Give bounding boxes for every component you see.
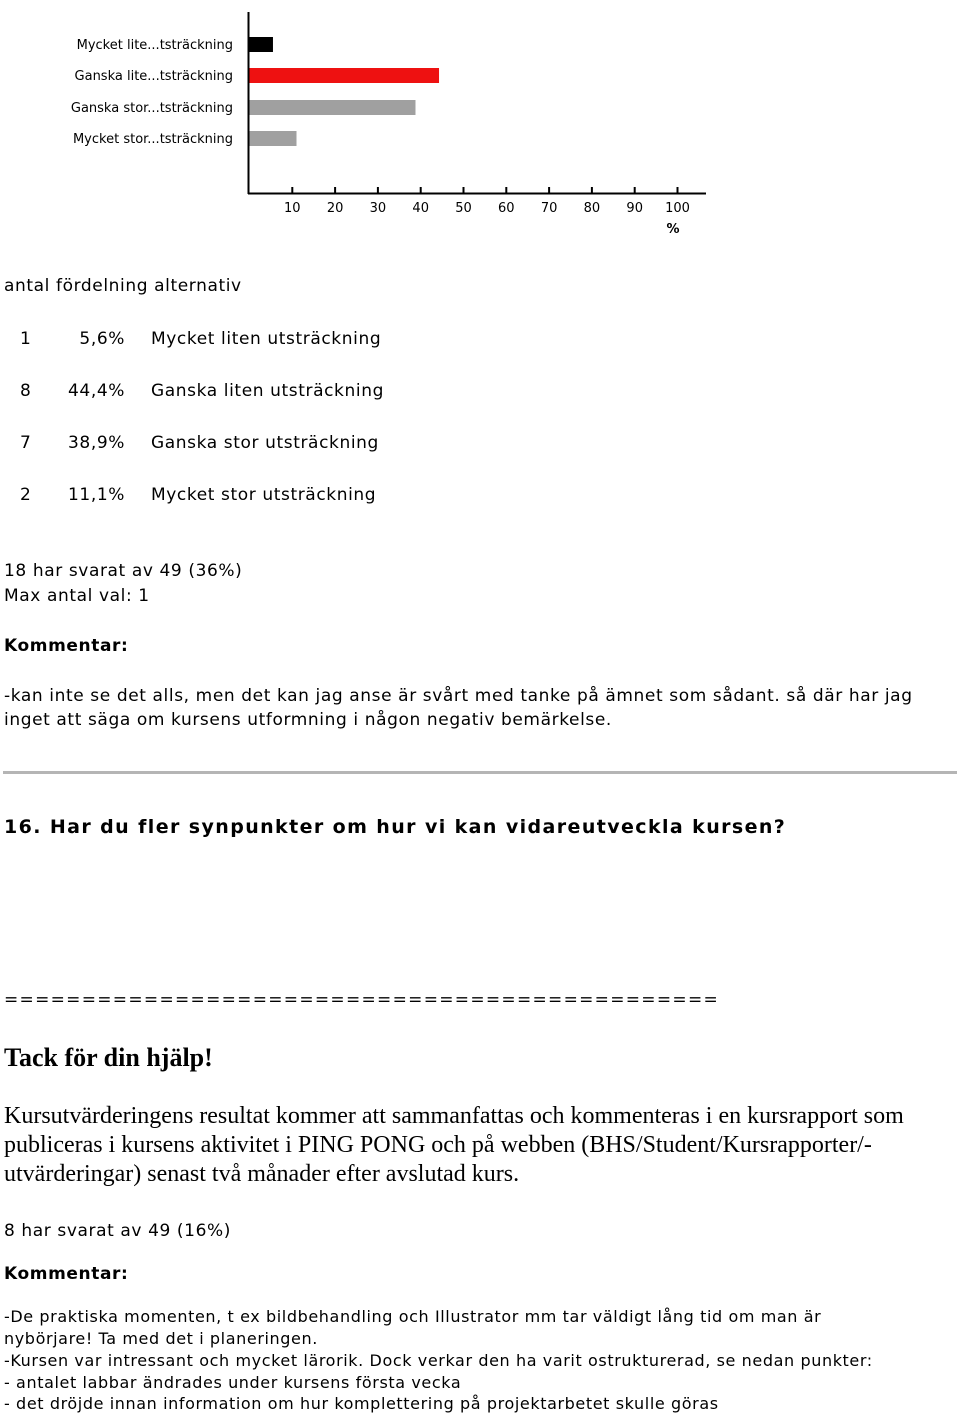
row-label: Ganska stor utsträckning [151,433,379,453]
comment-text-line: -Kursen var intressant och mycket lärorik. Dock verkar den ha varit ostrukturerad, se nedan punkter: [4,1351,873,1370]
x-tick-label: 10 [284,201,301,216]
row-label: Mycket stor utsträckning [151,485,377,505]
x-tick-label: 100 [665,201,690,216]
row-count: 1 [20,329,32,349]
x-tick-label: 30 [369,201,387,216]
row-count: 2 [20,485,32,505]
category-label: Ganska lite...tsträckning [74,69,233,84]
bar [249,100,415,115]
category-label: Mycket lite...tsträckning [76,38,233,53]
comment-text-line: nybörjare! Ta med det i planeringen. [4,1329,318,1348]
x-tick-label: 70 [540,201,558,216]
x-tick-label: 80 [583,201,601,216]
x-tick-label: 90 [626,201,643,216]
info-paragraph-line: publiceras i kursens aktivitet i PING PONG och på webben (BHS/Student/Kursrapporter/- [4,1132,872,1158]
x-axis-label: % [666,222,680,237]
max-choices: Max antal val: 1 [4,586,150,606]
comment-label: Kommentar: [4,636,129,656]
row-percentage: 44,4% [67,381,125,401]
table-header: antal fördelning alternativ [4,276,242,296]
separator-line: ============================================== [4,990,720,1010]
row-percentage: 11,1% [67,485,125,505]
category-label: Mycket stor...tsträckning [72,132,233,147]
answered-count: 8 har svarat av 49 (16%) [4,1221,231,1241]
category-label: Ganska stor...tsträckning [70,101,233,116]
comment-text-line: inget att säga om kursens utformning i någon negativ bemärkelse. [4,710,612,730]
bar-chart [0,0,720,245]
bar [249,37,273,52]
question-title: 16. Har du fler synpunkter om hur vi kan vidareutveckla kursen? [4,816,787,838]
row-percentage: 5,6% [79,329,125,349]
row-count: 8 [20,381,32,401]
info-paragraph-line: Kursutvärderingens resultat kommer att sammanfattas och kommenteras i en kursrapport som [4,1103,904,1129]
x-tick-label: 20 [326,201,344,216]
row-count: 7 [20,433,32,453]
bar [249,131,297,146]
comment-text-line: - det dröjde innan information om hur komplettering på projektarbetet skulle göras [4,1394,719,1413]
thanks-heading: Tack för din hjälp! [4,1043,213,1072]
section-divider [3,771,957,774]
comment-text-line: -De praktiska momenten, t ex bildbehandling och Illustrator mm tar väldigt lång tid om man är [4,1307,822,1326]
row-label: Ganska liten utsträckning [151,381,384,401]
x-tick-label: 40 [412,201,429,216]
comment-text-line: - antalet labbar ändrades under kursens första vecka [4,1373,462,1392]
answered-count: 18 har svarat av 49 (36%) [4,561,243,581]
comment-text-line: -kan inte se det alls, men det kan jag anse är svårt med tanke på ämnet som sådant. så där har jag [4,686,913,706]
comment-label: Kommentar: [4,1264,129,1284]
x-tick-label: 50 [455,201,472,216]
x-tick-label: 60 [498,201,515,216]
info-paragraph-line: utvärderingar) senast två månader efter avslutad kurs. [4,1161,520,1187]
row-percentage: 38,9% [67,433,125,453]
bar [249,68,439,83]
row-label: Mycket liten utsträckning [151,329,382,349]
